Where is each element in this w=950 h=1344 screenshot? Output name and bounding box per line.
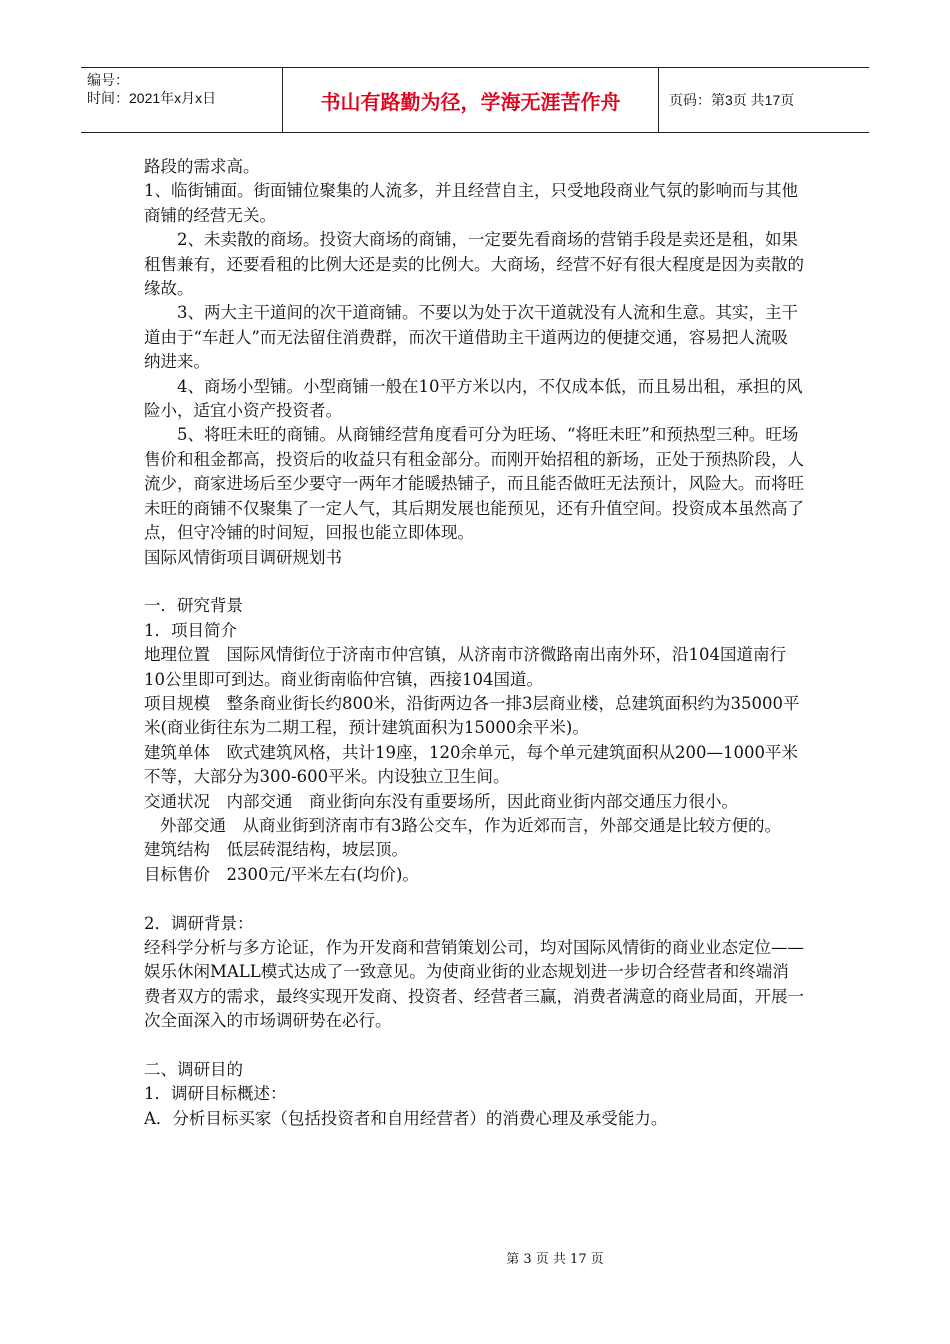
paragraph: 目标售价 2300元/平米左右(均价)。 <box>144 864 419 884</box>
blank-line <box>144 887 804 911</box>
paragraph: 4、商场小型铺。小型商铺一般在10平方米以内，不仅成本低，而且易出租，承担的风险小，适宜小资产投资者。 <box>144 376 803 421</box>
section-heading: 一．研究背景 <box>144 596 243 616</box>
paragraph: A．分析目标买家（包括投资者和自用经营者）的消费心理及承受能力。 <box>144 1108 668 1128</box>
paragraph: 2、未卖散的商场。投资大商场的商铺，一定要先看商场的营销手段是卖还是租，如果租售兼有，还要看租的比例大还是卖的比例大。大商场，经营不好有很大程度是因为卖散的缘故。 <box>144 230 804 299</box>
paragraph: 交通状况 内部交通 商业街向东没有重要场所，因此商业街内部交通压力很小。 <box>144 791 738 811</box>
page-header <box>81 67 869 133</box>
paragraph: 路段的需求高。 <box>144 157 260 176</box>
blank-line <box>144 570 804 594</box>
paragraph: 5、将旺未旺的商铺。从商铺经营角度看可分为旺场、“将旺未旺”和预热型三种。旺场售价和租金都高，投资后的收益只有租金部分。而刚开始招租的新场，正处于预热阶段，人流少，商家进场后至少要守一两年才能暖热铺子，而且能否做旺无法预计，风险大。而将旺未旺的商铺不仅聚集了一定人气，其后期发展也能预见，还有升值空间。投资成本虽然高了点，但守冷铺的时间短，回报也能立即体现。 <box>144 425 804 543</box>
paragraph: 经科学分析与多方论证，作为开发商和营销策划公司，均对国际风情街的商业业态定位——娱乐休闲MALL模式达成了一致意见。为使商业街的业态规划进一步切合经营者和终端消费者双方的需求，最终实现开发商、投资者、经营者三赢，消费者满意的商业局面，开展一次全面深入的市场调研势在必行。 <box>144 937 804 1031</box>
document-body <box>144 155 804 1131</box>
header-meta <box>81 68 283 132</box>
header-motto: 书山有路勤为径，学海无涯苦作舟 <box>283 68 659 132</box>
document-number-label: 编号： <box>87 72 129 88</box>
subsection-heading: 2．调研背景： <box>144 913 254 933</box>
subsection-heading: 1．调研目标概述： <box>144 1084 287 1104</box>
paragraph: 项目规模 整条商业街长约800米，沿街两边各一排3层商业楼，总建筑面积约为35000平米(商业街往东为二期工程，预计建筑面积为15000余平米)。 <box>144 693 800 738</box>
section-heading: 二、调研目的 <box>144 1059 243 1079</box>
paragraph: 外部交通 从商业街到济南市有3路公交车，作为近郊而言，外部交通是比较方便的。 <box>160 815 781 835</box>
header-page-info: 页码：第3页 共17页 <box>669 92 795 108</box>
paragraph: 建筑单体 欧式建筑风格，共计19座，120余单元，每个单元建筑面积从200—1000平米不等，大部分为300-600平米。内设独立卫生间。 <box>144 742 798 787</box>
paragraph: 建筑结构 低层砖混结构，坡层顶。 <box>144 840 408 860</box>
paragraph: 3、两大主干道间的次干道商铺。不要以为处于次干道就没有人流和生意。其实，主干道由于“车赶人”而无法留住消费群，而次干道借助主干道两边的便捷交通，容易把人流吸纳进来。 <box>144 303 798 372</box>
paragraph: 1、临街铺面。街面铺位聚集的人流多，并且经营自主，只受地段商业气氛的影响而与其他商铺的经营无关。 <box>144 181 798 225</box>
document-title: 国际风情街项目调研规划书 <box>144 547 342 567</box>
blank-line <box>144 1034 804 1058</box>
paragraph: 地理位置 国际风情街位于济南市仲宫镇，从济南市济微路南出南外环，沿104国道南行10公里即可到达。商业街南临仲宫镇，西接104国道。 <box>144 645 786 689</box>
document-date: 时间：2021年x月x日 <box>87 90 217 106</box>
page-footer: 第 3 页 共 17 页 <box>506 1252 604 1267</box>
subsection-heading: 1．项目简介 <box>144 620 237 640</box>
